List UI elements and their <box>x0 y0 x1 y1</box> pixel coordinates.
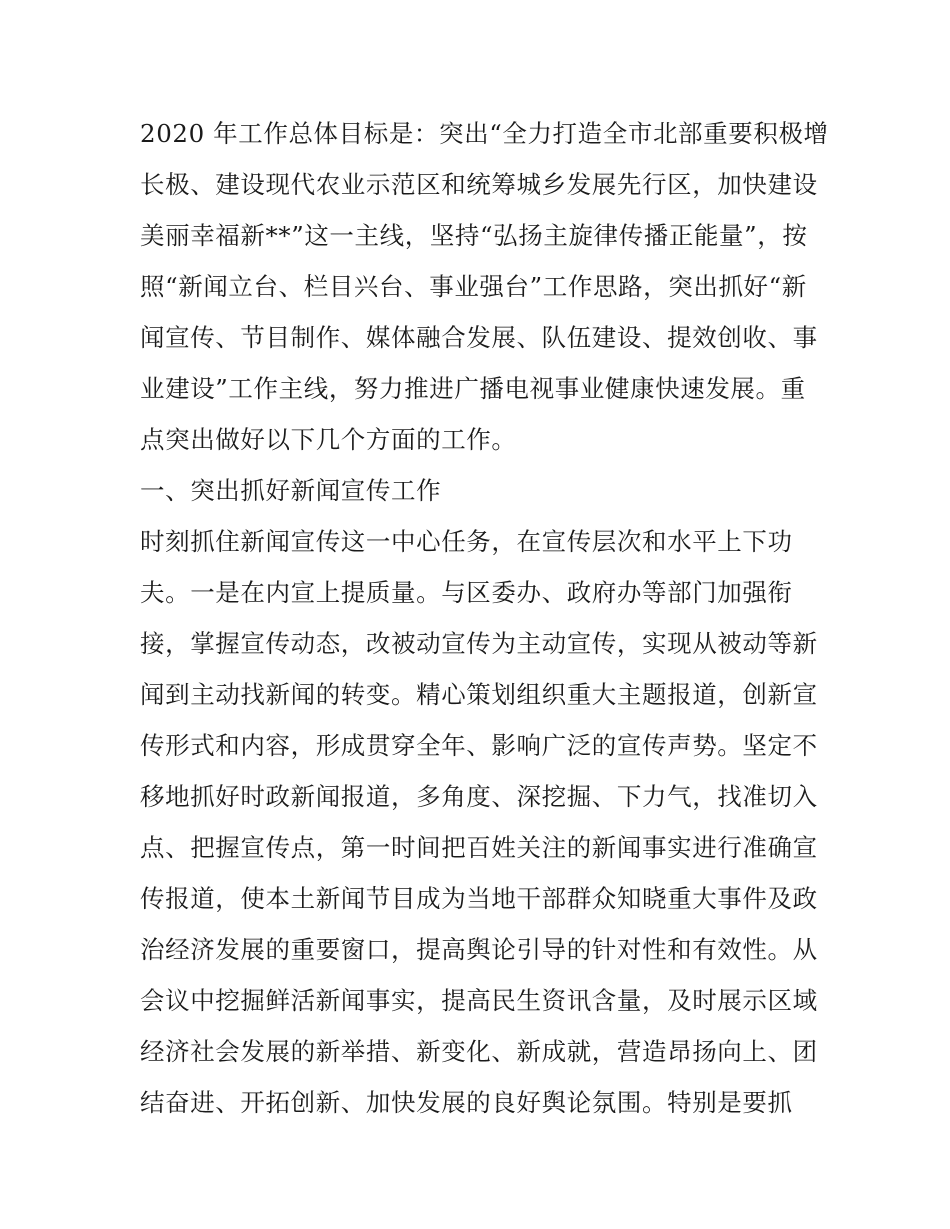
paragraph-line: 点突出做好以下几个方面的工作。 <box>140 425 517 454</box>
paragraph-line: 经济社会发展的新举措、新变化、新成就，营造昂扬向上、团 <box>140 1037 818 1066</box>
paragraph-line: 长极、建设现代农业示范区和统筹城乡发展先行区，加快建设 <box>140 170 818 199</box>
paragraph-line: 闻宣传、节目制作、媒体融合发展、队伍建设、提效创收、事 <box>140 323 818 352</box>
paragraph-line: 照“新闻立台、栏目兴台、事业强台”工作思路，突出抓好“新 <box>140 272 807 301</box>
paragraph-line: 点、把握宣传点，第一时间把百姓关注的新闻事实进行准确宣 <box>140 833 818 862</box>
paragraph-line: 业建设”工作主线，努力推进广播电视事业健康快速发展。重 <box>140 374 806 403</box>
paragraph-line: 会议中挖掘鲜活新闻事实，提高民生资讯含量，及时展示区域 <box>140 986 818 1015</box>
paragraph-line: 2020 年工作总体目标是：突出“全力打造全市北部重要积极增 <box>140 119 829 148</box>
paragraph-line: 传报道，使本土新闻节目成为当地干部群众知晓重大事件及政 <box>140 884 818 913</box>
paragraph-line: 治经济发展的重要窗口，提高舆论引导的针对性和有效性。从 <box>140 935 818 964</box>
document-body <box>140 108 829 1128</box>
section-heading: 一、突出抓好新闻宣传工作 <box>140 476 442 505</box>
paragraph-line: 闻到主动找新闻的转变。精心策划组织重大主题报道，创新宣 <box>140 680 818 709</box>
paragraph-line: 移地抓好时政新闻报道，多角度、深挖掘、下力气，找准切入 <box>140 782 818 811</box>
paragraph-line: 传形式和内容，形成贯穿全年、影响广泛的宣传声势。坚定不 <box>140 731 818 760</box>
paragraph-line: 结奋进、开拓创新、加快发展的良好舆论氛围。特别是要抓 <box>140 1088 793 1117</box>
paragraph-line: 美丽幸福新**”这一主线，坚持“弘扬主旋律传播正能量”，按 <box>140 221 808 250</box>
paragraph-line: 时刻抓住新闻宣传这一中心任务，在宣传层次和水平上下功 <box>140 527 793 556</box>
paragraph-line: 夫。一是在内宣上提质量。与区委办、政府办等部门加强衔 <box>140 578 793 607</box>
paragraph-line: 接，掌握宣传动态，改被动宣传为主动宣传，实现从被动等新 <box>140 629 818 658</box>
